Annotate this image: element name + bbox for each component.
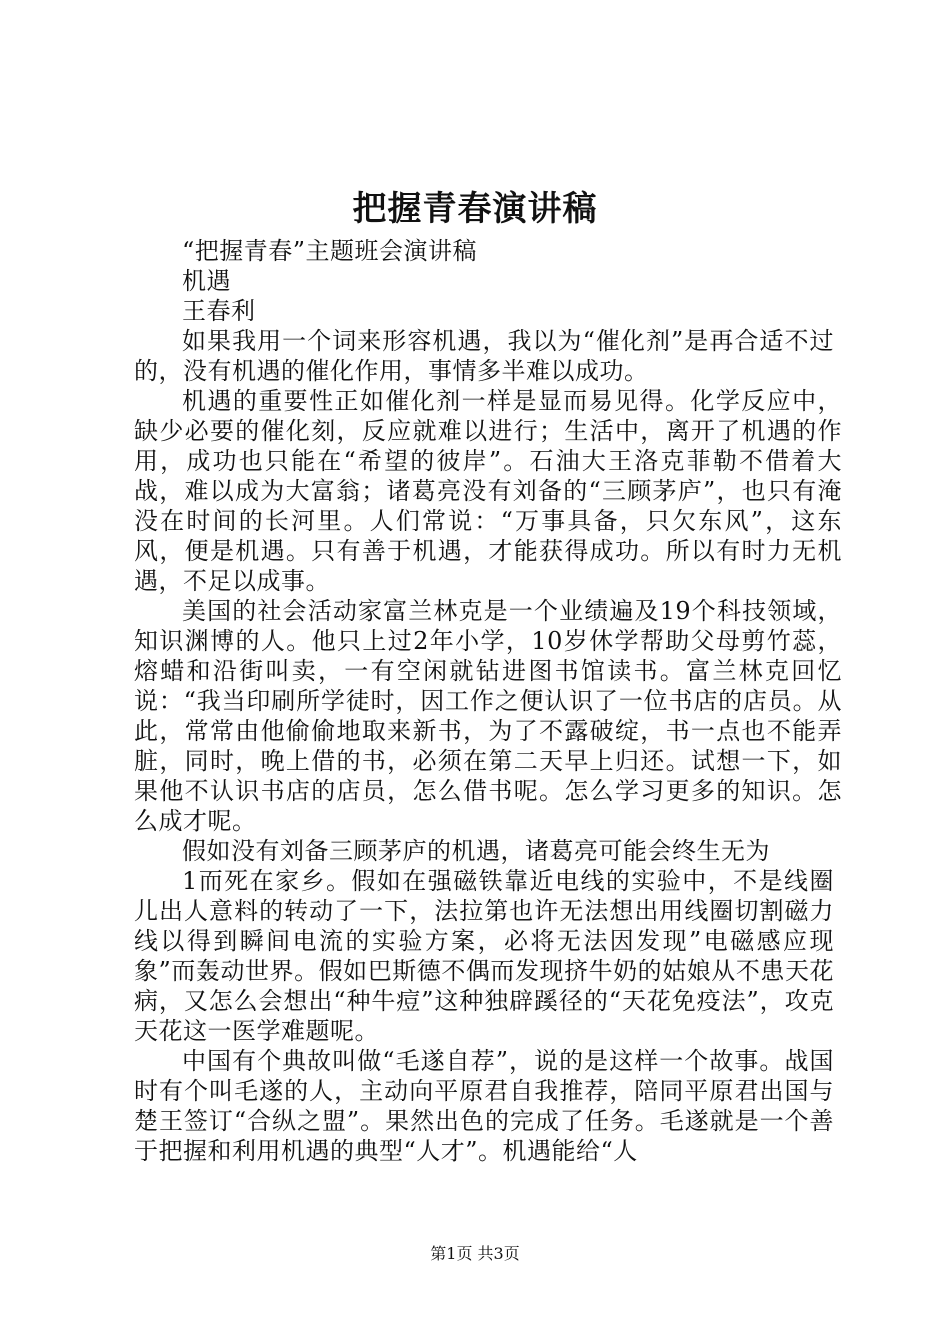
- subtitle-paragraph: “把握青春”主题班会演讲稿: [182, 237, 478, 265]
- page-footer: 第1页 共3页: [430, 1244, 520, 1263]
- body-paragraph: 机遇的重要性正如催化剂一样是显而易见得。化学反应中，缺少必要的催化刻，反应就难以进行；生活中，离开了机遇的作用，成功也只能在“希望的彼岸”。石油大王洛克菲勒不借着大战，难以成为大富翁；诸葛亮没有刘备的“三顾茅庐”，也只有淹没在时间的长河里。人们常说：“万事具备，只欠东风”，这东风，便是机遇。只有善于机遇，才能获得成功。所以有时力无机遇，不足以成事。: [134, 387, 842, 595]
- body-paragraph: 1而死在家乡。假如在强磁铁靠近电线的实验中，不是线圈儿出人意料的转动了一下，法拉第也许无法想出用线圈切割磁力线以得到瞬间电流的实验方案，必将无法因发现”电磁感应现象”而轰动世界。假如巴斯德不偶而发现挤牛奶的姑娘从不患天花病，又怎么会想出“种牛痘”这种独辟蹊径的“天花免疫法”，攻克天花这一医学难题呢。: [134, 867, 834, 1045]
- document-title: 把握青春演讲稿: [352, 189, 598, 229]
- body-paragraph: 假如没有刘备三顾茅庐的机遇，诸葛亮可能会终生无为: [182, 837, 770, 865]
- body-paragraph: 中国有个典故叫做“毛遂自荐”，说的是这样一个故事。战国时有个叫毛遂的人，主动向平原君自我推荐，陪同平原君出国与楚王签订“合纵之盟”。果然出色的完成了任务。毛遂就是一个善于把握和利用机遇的典型“人才”。机遇能给“人: [134, 1047, 834, 1165]
- author-paragraph: 王春利: [182, 297, 256, 325]
- topic-paragraph: 机遇: [182, 267, 231, 295]
- document-body: [134, 236, 842, 1166]
- body-paragraph: 如果我用一个词来形容机遇，我以为“催化剂”是再合适不过的，没有机遇的催化作用，事情多半难以成功。: [134, 327, 834, 385]
- body-paragraph: 美国的社会活动家富兰林克是一个业绩遍及19个科技领域，知识渊博的人。他只上过2年小学，10岁休学帮助父母剪竹蕊，熔蜡和沿街叫卖，一有空闲就钻进图书馆读书。富兰林克回忆说：“我当印刷所学徒时，因工作之便认识了一位书店的店员。从此，常常由他偷偷地取来新书，为了不露破绽，书一点也不能弄脏，同时，晚上借的书，必须在第二天早上归还。试想一下，如果他不认识书店的店员，怎么借书呢。怎么学习更多的知识。怎么成才呢。: [134, 597, 842, 835]
